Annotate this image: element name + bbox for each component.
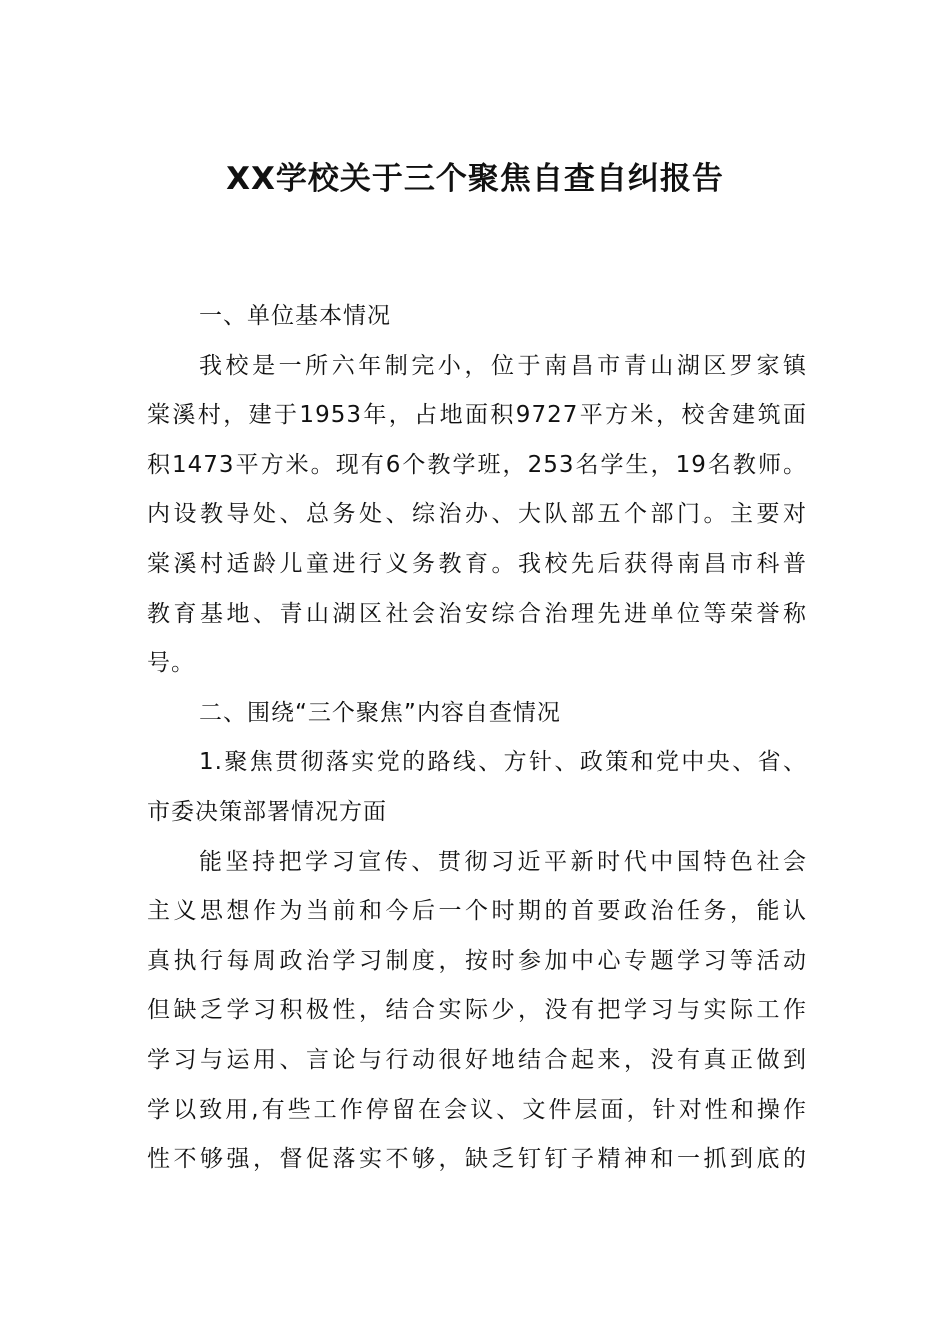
body-line: 棠溪村适龄儿童进行义务教育。我校先后获得南昌市科普 <box>147 550 807 577</box>
document-title: XX学校关于三个聚焦自查自纠报告 <box>226 161 724 197</box>
body-line: 市委决策部署情况方面 <box>147 798 387 825</box>
body-line: 二、围绕“三个聚焦”内容自查情况 <box>199 699 561 726</box>
body-line: 1.聚焦贯彻落实党的路线、方针、政策和党中央、省、 <box>199 749 807 776</box>
body-line: 学以致用,有些工作停留在会议、文件层面，针对性和操作 <box>147 1096 807 1123</box>
body-line: 积1473平方米。现有6个教学班，253名学生，19名教师。 <box>147 451 807 478</box>
body-line: 真执行每周政治学习制度，按时参加中心专题学习等活动 <box>147 947 807 974</box>
body-line: 学习与运用、言论与行动很好地结合起来，没有真正做到 <box>147 1046 807 1073</box>
body-line: 一、单位基本情况 <box>199 303 391 329</box>
body-line: 但缺乏学习积极性，结合实际少，没有把学习与实际工作 <box>147 997 807 1024</box>
body-line: 主义思想作为当前和今后一个时期的首要政治任务，能认 <box>147 898 807 925</box>
body-line: 我校是一所六年制完小，位于南昌市青山湖区罗家镇 <box>199 352 807 379</box>
body-line: 棠溪村，建于1953年，占地面积9727平方米，校舍建筑面 <box>147 402 807 429</box>
body-line: 性不够强，督促落实不够，缺乏钉钉子精神和一抓到底的 <box>147 1146 807 1173</box>
body-line: 教育基地、青山湖区社会治安综合治理先进单位等荣誉称 <box>147 600 807 627</box>
body-line: 能坚持把学习宣传、贯彻习近平新时代中国特色社会 <box>199 848 807 875</box>
body-line: 号。 <box>147 650 195 677</box>
body-line: 内设教导处、总务处、综治办、大队部五个部门。主要对 <box>147 501 807 528</box>
document-body <box>147 292 807 1185</box>
